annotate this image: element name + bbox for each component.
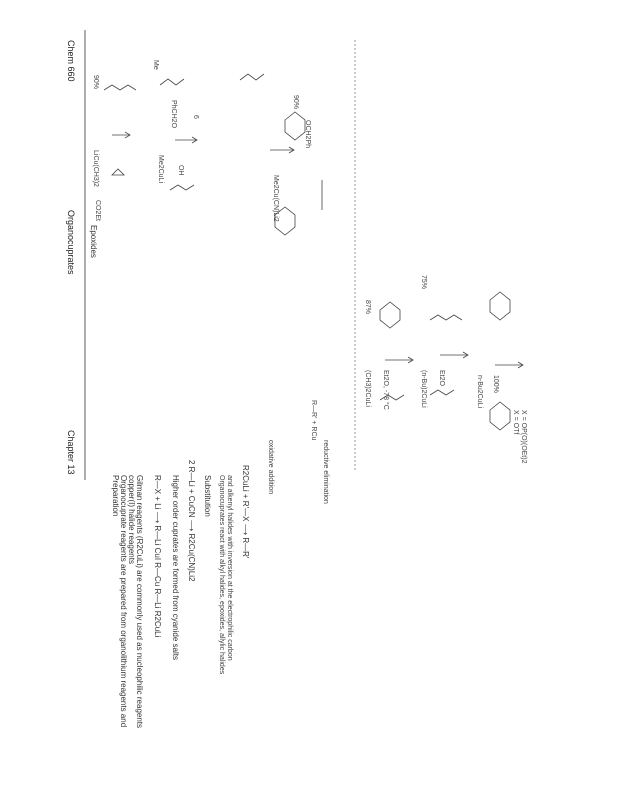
ex2-conditions: Et2O xyxy=(438,370,445,386)
label-phch2o: PhCH2O xyxy=(170,100,177,129)
topic-label: Organocuprates xyxy=(66,210,76,275)
ex1-yield: 87% xyxy=(364,300,371,315)
ep1-reagent: LiCu(CH3)2 xyxy=(92,150,99,187)
ep1-yield: 90% xyxy=(92,75,99,90)
label-co2et: CO2Et xyxy=(94,200,101,222)
ex1-reagent: (CH3)2CuLi xyxy=(364,370,371,407)
chain-sm-2 xyxy=(170,185,194,190)
ex3-yield: 100% xyxy=(492,375,499,393)
mech-note-oxidative: oxidative addition xyxy=(267,440,274,495)
ex2-yield: 75% xyxy=(420,275,427,290)
left-section-title: Preparation xyxy=(111,475,120,517)
chain-product-2 xyxy=(160,79,184,85)
scheme-3: R2CuLi + R'—X ⟶ R—R' xyxy=(241,465,250,559)
ex3-reagent: n-Bu2CuLi xyxy=(476,375,483,409)
chain-product-2b xyxy=(240,74,264,80)
intro-line-1: Organocuprate reagents are prepared from organolithium reagents and xyxy=(119,475,128,728)
ex1-product-ring xyxy=(380,302,400,328)
scheme-2: 2 R—Li + CuCN ⟶ R2Cu(CN)Li2 xyxy=(187,460,196,582)
ep2-reagent: Me2CuLi xyxy=(157,155,164,184)
ex3-product-ring xyxy=(490,292,510,320)
course-label: Chem 660 xyxy=(66,40,76,82)
left-section-2-title: Substitution xyxy=(203,475,212,517)
section-2-line-1: Organocuprates react with alkyl halides, epoxides, allylic halides xyxy=(218,475,225,675)
ex3-note-2: X = OP(O)(OEt)2 xyxy=(520,410,527,464)
scheme-1-note: Higher order cuprates are formed from cyanide salts xyxy=(171,475,180,660)
intro-line-3: Gilman reagents (R2CuLi) are commonly used as nucleophilic reagents xyxy=(135,475,144,729)
label-oh: OH xyxy=(177,165,184,176)
ex2-reagent: (n-Bu)2CuLi xyxy=(420,370,427,408)
ex2-product xyxy=(430,315,462,320)
mech-note-reductive: reductive elimination xyxy=(322,440,329,504)
label-me: Me xyxy=(152,60,159,70)
intro-line-2: copper(I) halide reagents xyxy=(127,475,136,564)
section-2-line-2: and alkenyl halides with inversion at the electrophilic carbon xyxy=(226,475,233,661)
label-och2ph: OCH2Ph xyxy=(304,120,311,149)
ep3-reagent: Me2Cu(CN)Li2 xyxy=(272,175,279,222)
chain-product-1 xyxy=(104,85,136,90)
ex2-sm xyxy=(430,390,454,395)
epoxide-ring-1 xyxy=(112,169,124,175)
ep2-label: 6 xyxy=(192,115,199,119)
ex1-conditions: Et2O, -78 °C xyxy=(382,370,389,410)
right-section-title: Epoxides xyxy=(89,225,98,258)
scheme-1: R—X + Li ⟶ R—Li CuI R—Cu R—Li R2CuLi xyxy=(153,475,162,638)
ep3-yield: 90% xyxy=(292,95,299,110)
ex3-sm-ring xyxy=(490,402,510,430)
ex3-note-1: X = OTf xyxy=(512,410,519,435)
chapter-label: Chapter 13 xyxy=(66,430,76,475)
mech-product: R—R' + RCu xyxy=(310,400,317,441)
